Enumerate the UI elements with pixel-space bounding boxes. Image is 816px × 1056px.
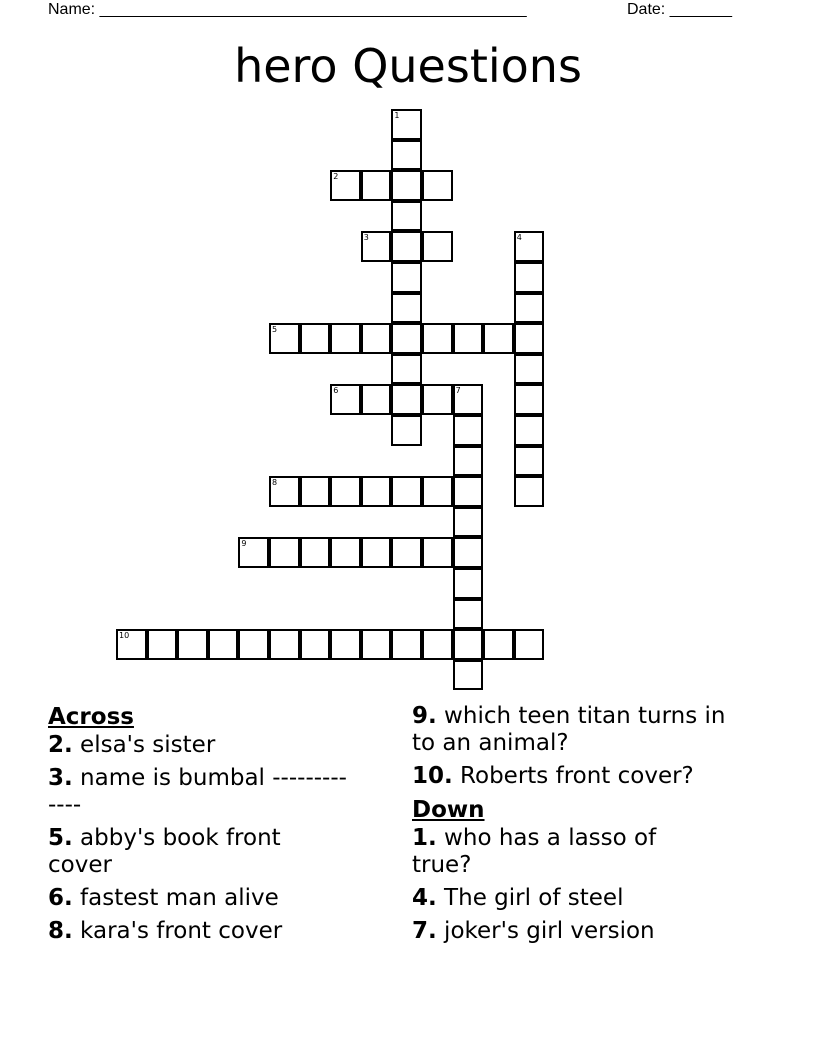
grid-cell[interactable] [391,170,422,201]
grid-cell[interactable] [330,384,361,415]
grid-cell[interactable] [391,231,422,262]
clue-down-4: 4. The girl of steel [412,885,624,911]
grid-cell[interactable] [514,446,545,477]
clue-across-6: 6. fastest man alive [48,885,279,911]
grid-cell[interactable] [453,629,484,660]
clue-across-9: 9. which teen titan turns in to an animal? [412,703,726,756]
clue-number: 5 [272,325,278,335]
grid-cell[interactable] [391,415,422,446]
grid-cell[interactable] [453,599,484,630]
grid-cell[interactable] [269,323,300,354]
clue-number: 1 [394,111,400,120]
grid-cell[interactable] [269,537,300,568]
grid-cell[interactable] [391,537,422,568]
grid-cell[interactable] [483,323,514,354]
grid-cell[interactable] [300,323,331,354]
grid-cell[interactable] [514,415,545,446]
grid-cell[interactable] [514,293,545,324]
clue-across-10: 10. Roberts front cover? [412,763,694,789]
clues-right-column [412,703,752,951]
grid-cell[interactable] [361,323,392,354]
clue-number: 6 [333,386,339,396]
grid-cell[interactable] [453,415,484,446]
grid-cell[interactable] [330,323,361,354]
clue-across-5: 5. abby's book front cover [48,825,281,878]
grid-cell[interactable] [147,629,178,660]
grid-cell[interactable] [391,140,422,171]
grid-cell[interactable] [361,537,392,568]
clue-number: 2 [333,172,339,182]
grid-cell[interactable] [422,323,453,354]
grid-cell[interactable] [391,201,422,232]
grid-cell[interactable] [391,354,422,385]
grid-cell[interactable] [453,660,484,691]
across-heading: Across [48,704,134,730]
grid-cell[interactable] [300,476,331,507]
clue-number: 8 [272,478,278,488]
grid-cell[interactable] [269,629,300,660]
grid-cell[interactable] [453,568,484,599]
grid-cell[interactable] [514,323,545,354]
grid-cell[interactable] [361,629,392,660]
down-heading: Down [412,797,485,823]
page-title: hero Questions [234,39,582,93]
name-field[interactable]: Name: ________________________________________________ [48,1,527,18]
grid-cell[interactable] [300,629,331,660]
grid-cell[interactable] [514,231,545,262]
grid-cell[interactable] [238,537,269,568]
clue-number: 9 [241,539,247,549]
grid-cell[interactable] [453,476,484,507]
grid-cell[interactable] [453,384,484,415]
grid-cell[interactable] [514,629,545,660]
grid-cell[interactable] [391,293,422,324]
grid-cell[interactable] [391,476,422,507]
clue-across-8: 8. kara's front cover [48,918,283,944]
grid-cell[interactable] [361,231,392,262]
grid-cell[interactable] [514,384,545,415]
grid-cell[interactable] [453,507,484,538]
grid-cell[interactable] [330,537,361,568]
grid-cell[interactable] [330,476,361,507]
grid-cell[interactable] [269,476,300,507]
clue-down-7: 7. joker's girl version [412,918,655,944]
grid-cell[interactable] [391,384,422,415]
grid-cell[interactable] [361,476,392,507]
clue-down-1: 1. who has a lasso of true? [412,825,657,878]
grid-cell[interactable] [422,231,453,262]
clue-number: 10 [119,631,130,641]
date-field[interactable]: Date: _______ [627,1,732,18]
grid-cell[interactable] [300,537,331,568]
grid-cell[interactable] [330,170,361,201]
grid-cell[interactable] [422,476,453,507]
grid-cell[interactable] [116,629,147,660]
grid-cell[interactable] [422,170,453,201]
grid-cell[interactable] [361,170,392,201]
grid-cell[interactable] [453,537,484,568]
grid-cell[interactable] [422,629,453,660]
grid-cell[interactable] [391,629,422,660]
clue-number: 7 [455,386,461,396]
grid-cell[interactable] [208,629,239,660]
clue-across-2: 2. elsa's sister [48,732,216,758]
clues-left-column [48,703,388,951]
grid-cell[interactable] [422,384,453,415]
grid-cell[interactable] [238,629,269,660]
grid-cell[interactable] [361,384,392,415]
grid-cell[interactable] [422,537,453,568]
grid-cell[interactable] [453,446,484,477]
clue-number: 4 [516,233,522,243]
grid-cell[interactable] [483,629,514,660]
clue-across-3: 3. name is bumbal ------------- [48,765,347,818]
grid-cell[interactable] [514,476,545,507]
grid-cell[interactable] [391,323,422,354]
grid-cell[interactable] [391,109,422,140]
grid-cell[interactable] [453,323,484,354]
grid-cell[interactable] [177,629,208,660]
clue-number: 3 [363,233,369,243]
grid-cell[interactable] [514,354,545,385]
grid-cell[interactable] [514,262,545,293]
grid-cell[interactable] [391,262,422,293]
grid-cell[interactable] [330,629,361,660]
